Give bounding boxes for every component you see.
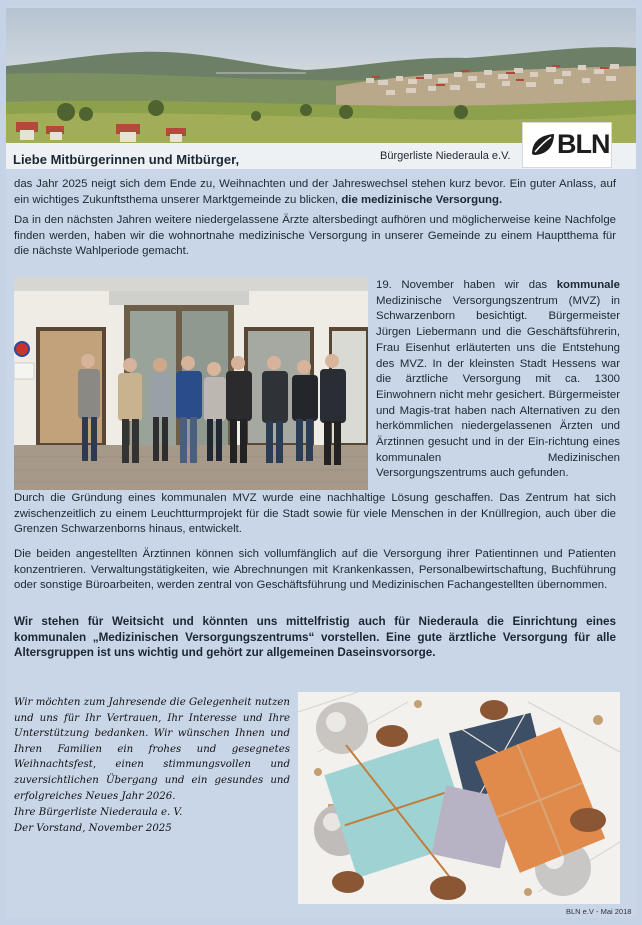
christmas-gifts-image	[298, 692, 620, 904]
signature-block	[14, 805, 182, 836]
footer-note: BLN e.V - Mai 2018	[566, 907, 632, 916]
season-greeting-text: Wir möchten zum Jahresende die Gelegenheit nutzen und uns für Ihr Vertrauen, Ihr Interesse und Ihre Unterstützung bedanken. Wir wünschen Ihnen und Ihren Familien ein frohes und gesegnetes Weihnachtsfest, einen stimmungsvollen und zuversichtlichen Übergang und ein gesundes und erfolgreiches Neues Jahr 2026.	[14, 697, 290, 802]
group-photo	[14, 277, 368, 490]
signature-line-2: Der Vorstand, November 2025	[14, 822, 172, 834]
paragraph-medical-care: Da in den nächsten Jahren weitere niedergelassene Ärzte altersbedingt aufhören und möglicherweise keine Nachfolge finden werden, haben wir die wohnortnahe medizinische Versorgung in unserer Gemeinde zu einem Hauptthema für die nächste Wahlperiode gemacht.	[14, 214, 616, 258]
paragraph-doctors: Die beiden angestellten Ärztinnen können sich vollumfänglich auf die Versorgung ihrer Patientinnen und Patienten konzentrieren. Verwaltungstätigkeiten, wie Abrechnungen mit Krankenkassen, Personalbewirtschaftung, Buchführung oder sonstige Büroarbeiten, werden zentral von Geschäftsführung und Medizinischen Fachangestellten übernommen.	[14, 548, 616, 592]
leaf-icon	[530, 132, 556, 158]
visit-report-text: 19. November haben wir das kommunale Medizinische Versorgungszentrum (MVZ) in Schwarzenborn besichtigt. Bürgermeister Jürgen Liebermann und die Geschäftsführerin, Frau Eisenhut erläuterten uns die Entstehung des MVZ. In der kleinsten Stadt Hessens war die ärztliche Versorgung mit ca. 1300 Einwohnern nicht mehr gesichert. Bürgermeister und Magis-trat haben nach Alternativen zu den herkömmlichen niedergelassenen Ärzten und Ärztinnen gesucht und in der Ein-richtung eines kommunalen Medizinischen Versorgungszentrums auch gefunden.	[376, 279, 620, 480]
bln-logo	[522, 122, 612, 168]
paragraph-vision: Wir stehen für Weitsicht und könnten uns mittelfristig auch für Niederaula die Einrichtung eines kommunalen „Medizinischen Versorgungszentrums“ vorstellen. Eine gute ärztliche Versorgung für alle Altersgruppen ist uns wichtig und gehört zur allgemeinen Daseinsvorsorge.	[14, 615, 616, 660]
paragraph-mvz-solution: Durch die Gründung eines kommunalen MVZ wurde eine nachhaltige Lösung geschaffen. Das Zentrum hat sich zwischenzeitlich zu einem Leuchtturmprojekt für die Stadt sowie für viele Menschen in der Knüllregion, auch über die Grenzen Schwarzenborns hinaus, entwickelt.	[14, 492, 616, 536]
greeting-heading: Liebe Mitbürgerinnen und Mitbürger,	[13, 152, 240, 167]
intro-paragraph: das Jahr 2025 neigt sich dem Ende zu, Weihnachten und der Jahreswechsel stehen kurz bevor. Ein guter Anlass, auf ein wichtiges Zukunftsthema unserer Marktgemeinde zu blicken, die medizinische Versorgung.	[14, 178, 616, 206]
association-name: Bürgerliste Niederaula e.V.	[380, 150, 511, 162]
logo-text: BLN	[557, 129, 610, 159]
signature-line-1: Ihre Bürgerliste Niederaula e. V.	[14, 807, 183, 818]
